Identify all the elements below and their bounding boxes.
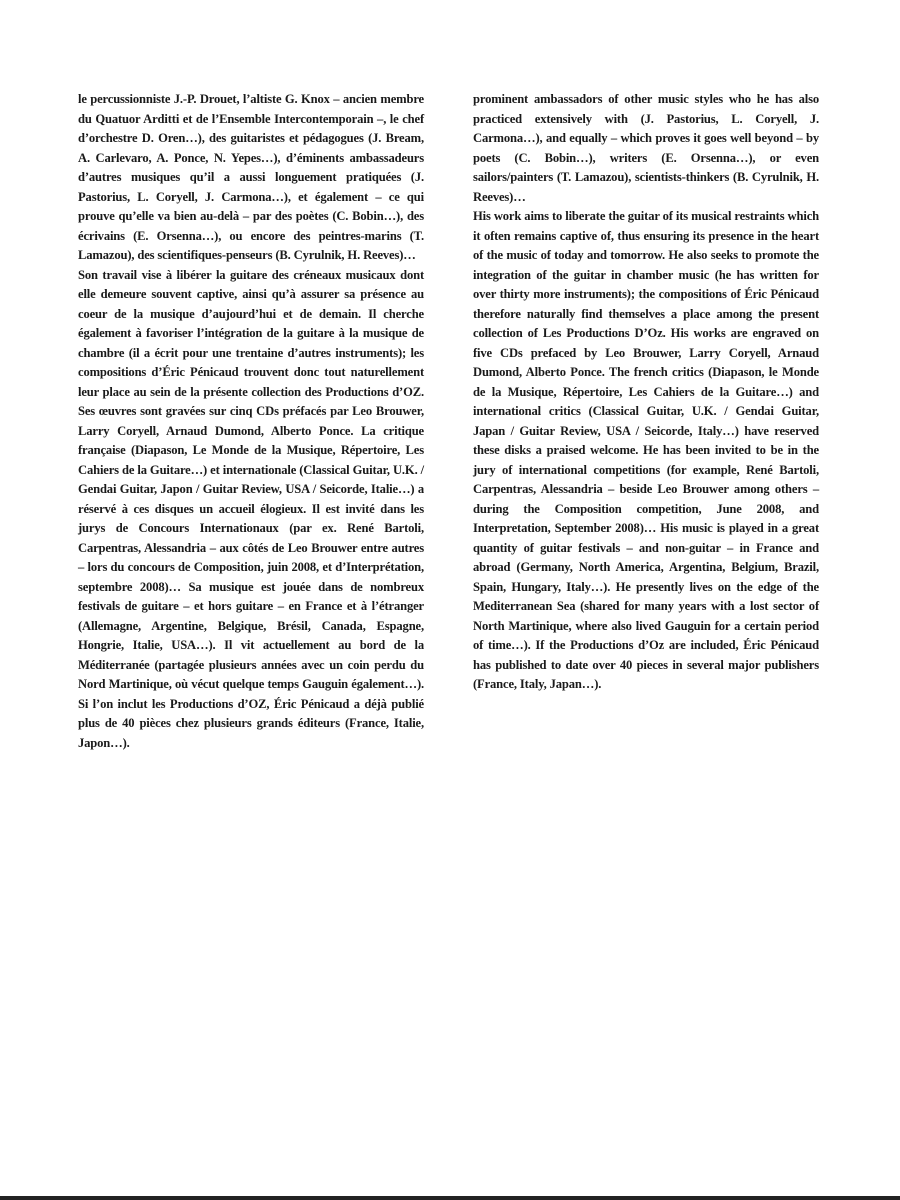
french-paragraph-2: Son travail vise à libérer la guitare des créneaux musicaux dont elle demeure souvent captive, ainsi qu’à assurer sa présence au coeur de la musique d’aujourd’hui et de demain. Il cherche également à favoriser l’intégration de la guitare à la musique de chambre (il a écrit pour une trentaine d’autres instruments); les compositions d’Éric Pénicaud trouvent donc tout naturellement leur place au sein de la présente collection des Productions d’OZ. Ses œuvres sont gravées sur cinq CDs préfacés par Leo Brouwer, Larry Coryell, Arnaud Dumond, Alberto Ponce. La critique française (Diapason, Le Monde de la Musique, Répertoire, Les Cahiers de la Guitare…) et internationale (Classical Guitar, U.K. / Gendai Guitar, Japon / Guitar Review, USA / Seicorde, Italie…) a réservé à ces disques un accueil élogieux. Il est invité dans les jurys de Concours Internationaux (par ex. René Bartoli, Carpentras, Alessandria – aux côtés de Leo Brouwer entre autres – lors du concours de Composition, juin 2008, et d’Interprétation, septembre 2008)… Sa musique est jouée dans de nombreux festivals de guitare – et hors guitare – en France et à l’étranger (Allemagne, Argentine, Belgique, Brésil, Canada, Espagne, Hongrie, Italie, USA…). Il vit actuellement au bord de la Méditerranée (partagée plusieurs années avec un coin perdu du Nord Martinique, où vécut quelque temps Gauguin également…). Si l’on inclut les Productions d’OZ, Éric Pénicaud a déjà publié plus de 40 pièces chez plusieurs grands éditeurs (France, Italie, Japon…). [78,267,424,750]
english-text-column [473,90,819,695]
french-text-column [78,90,424,753]
french-paragraph-1: le percussionniste J.-P. Drouet, l’altiste G. Knox – ancien membre du Quatuor Arditti et de l’Ensemble Intercontemporain –, le chef d’orchestre D. Oren…), des guitaristes et pédagogues (J. Bream, A. Carlevaro, A. Ponce, N. Yepes…), d’éminents ambassadeurs d’autres musiques qu’il a aussi longuement pratiquées (J. Pastorius, L. Coryell, J. Carmona…), et également – ce qui prouve qu’elle va bien au-delà – par des poètes (C. Bobin…), des écrivains (E. Orsenna…), ou encore des peintres-marins (T. Lamazou), des scientifiques-penseurs (B. Cyrulnik, H. Reeves)… [78,92,424,262]
page-bottom-border [0,1196,900,1200]
english-paragraph-1: prominent ambassadors of other music styles who he has also practiced extensively with (J. Pastorius, L. Coryell, J. Carmona…), and equally – which proves it goes well beyond – by poets (C. Bobin…), writers (E. Orsenna…), or even sailors/painters (T. Lamazou), scientists-thinkers (B. Cyrulnik, H. Reeves)… [473,92,819,204]
english-paragraph-2: His work aims to liberate the guitar of its musical restraints which it often remains captive of, thus ensuring its presence in the heart of the music of today and tomorrow. He also seeks to promote the integration of the guitar in chamber music (he has written for over thirty more instruments); the compositions of Éric Pénicaud therefore naturally find themselves a place among the present collection of Les Productions D’Oz. His works are engraved on five CDs prefaced by Leo Brouwer, Larry Coryell, Arnaud Dumond, Alberto Ponce. The french critics (Diapason, le Monde de la Musique, Répertoire, Les Cahiers de la Guitare…) and international critics (Classical Guitar, U.K. / Gendai Guitar, Japan / Guitar Review, USA / Seicorde, Italy…) have reserved these disks a praised welcome. He has been invited to be in the jury of international competitions (for example, René Bartoli, Carpentras, Alessandria – beside Leo Brouwer among others – during the Composition competition, June 2008, and Interpretation, September 2008)… His music is played in a great quantity of guitar festivals – and non-guitar – in France and abroad (Germany, North America, Argentina, Belgium, Brazil, Spain, Hungary, Italy…). He presently lives on the edge of the Mediterranean Sea (shared for many years with a lost sector of North Martinique, where also lived Gauguin for a certain period of time…). If the Productions d’Oz are included, Éric Pénicaud has published to date over 40 pieces in several major publishers (France, Italy, Japan…). [473,209,819,691]
